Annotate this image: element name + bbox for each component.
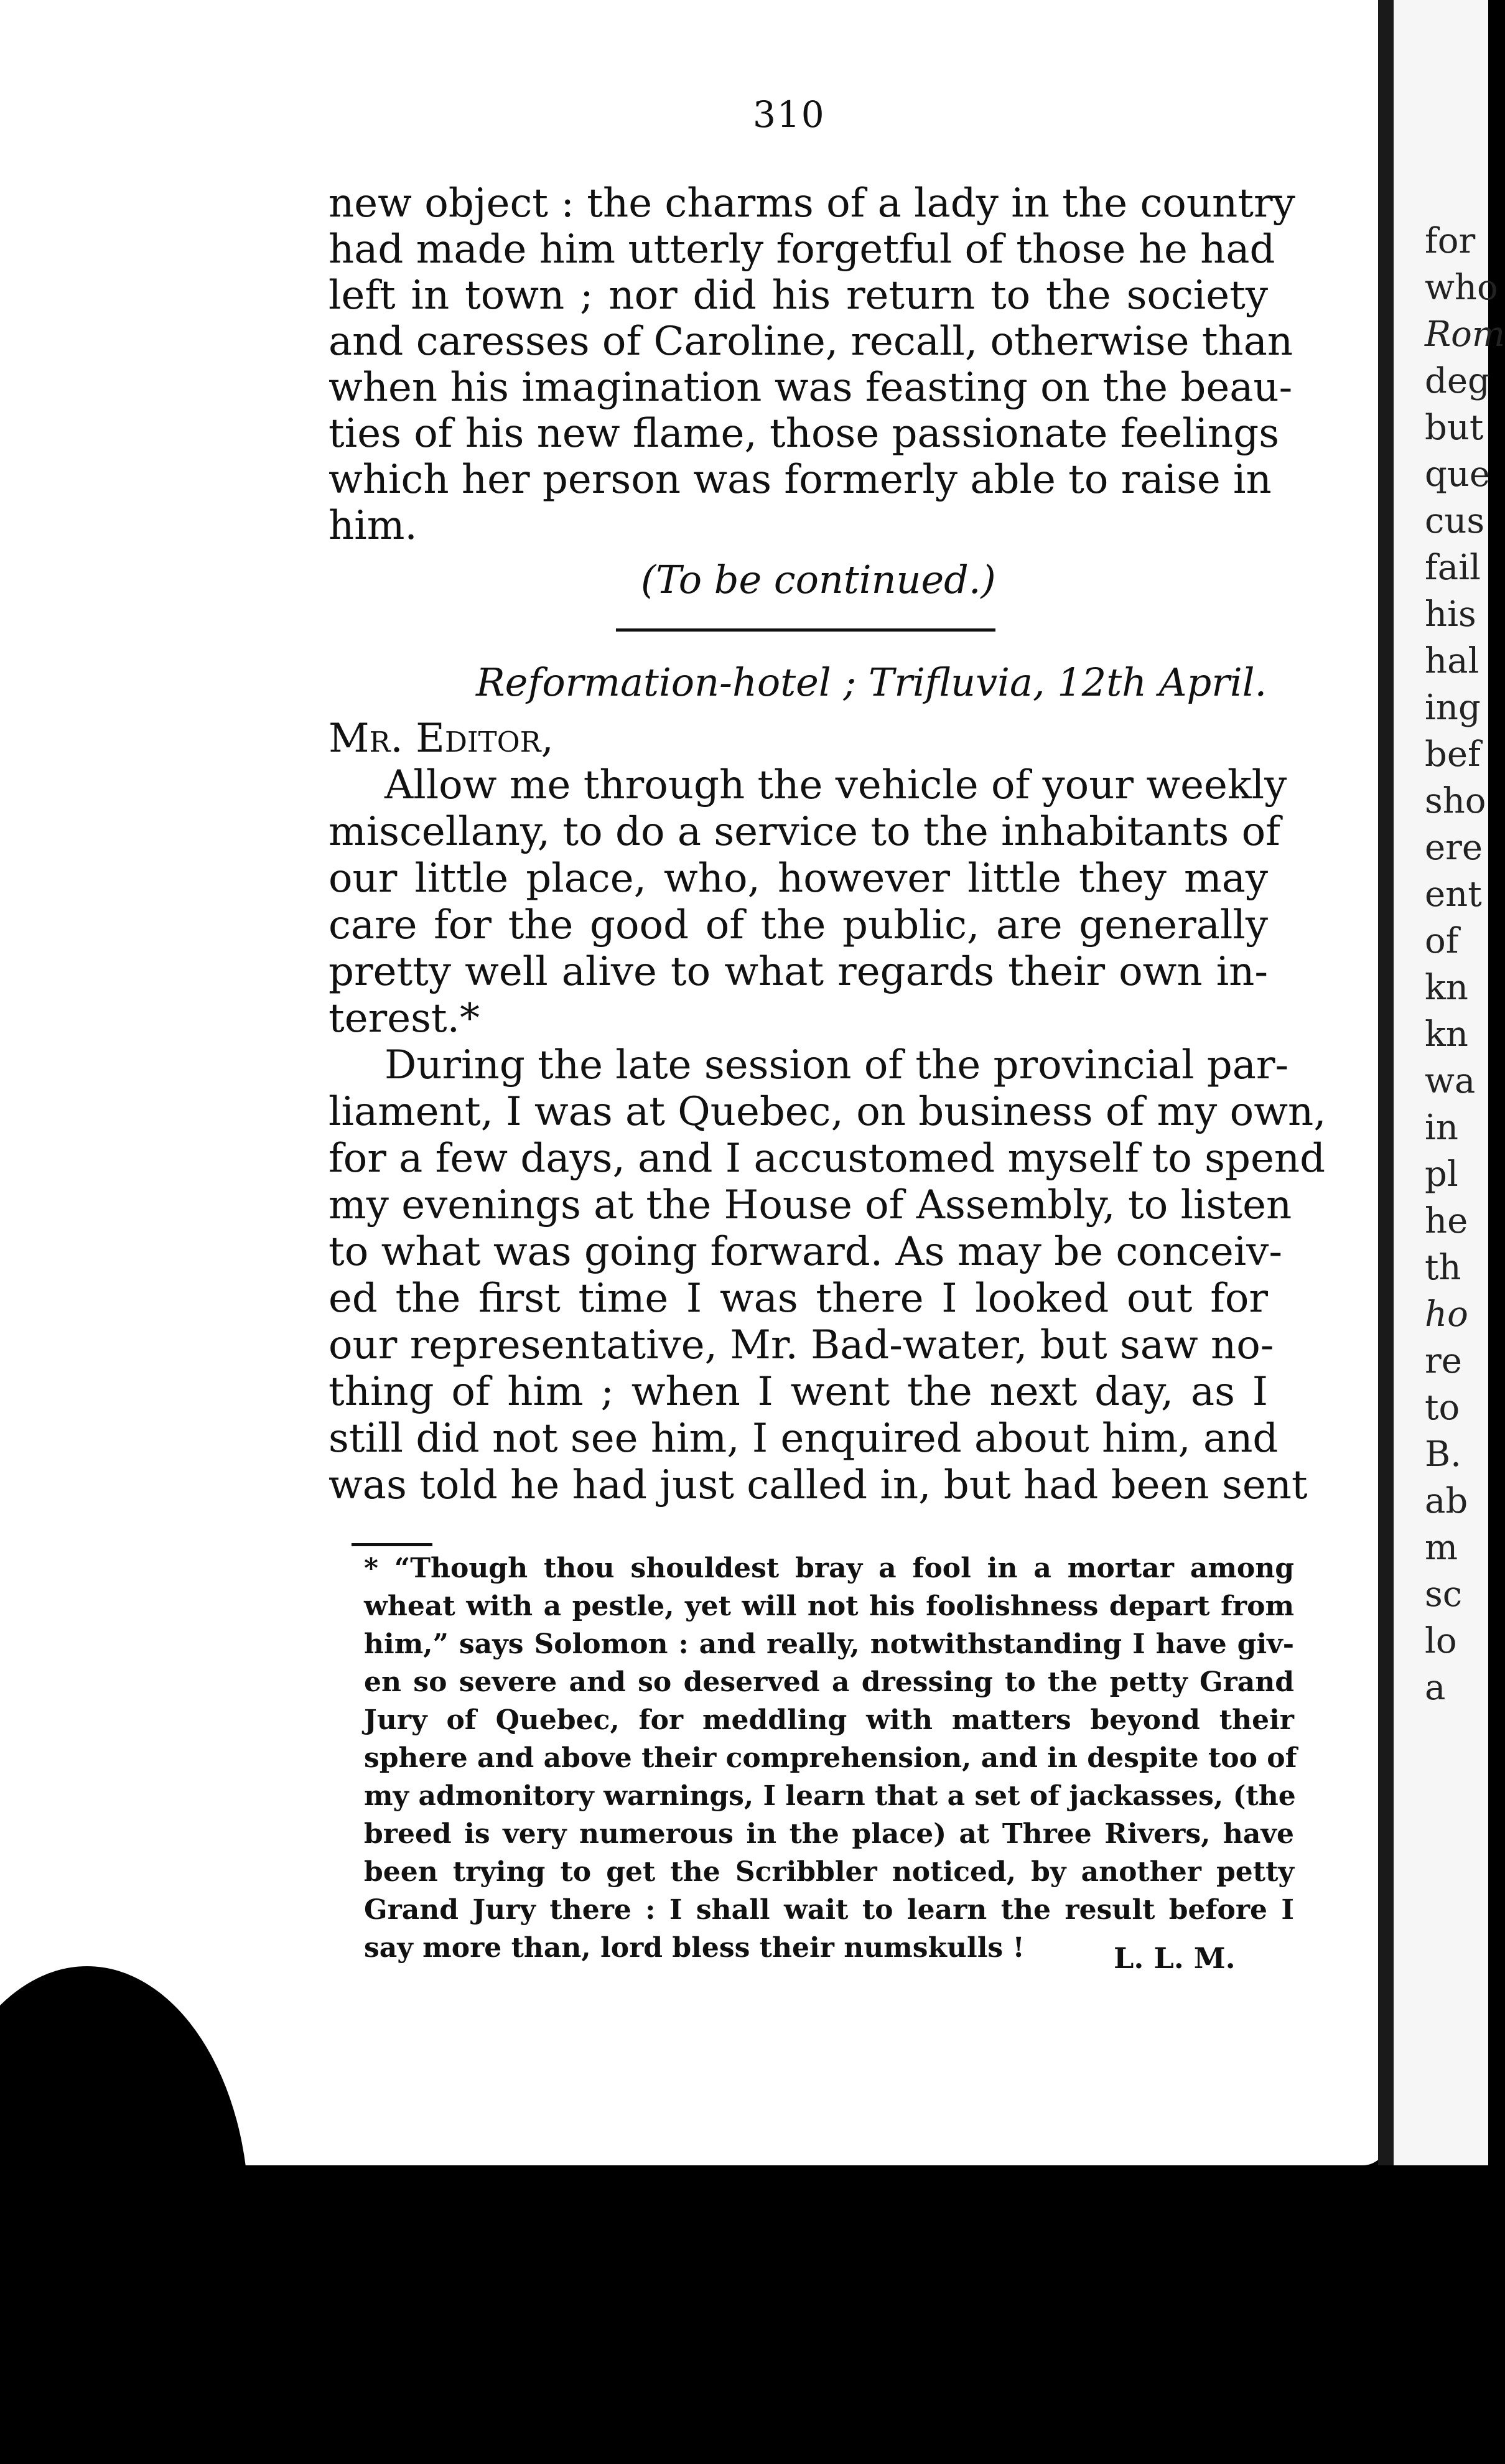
facing-fragment: ere	[1425, 828, 1483, 868]
footnote-line: been trying to get the Scribbler noticed, by another petty	[364, 1856, 1294, 1888]
facing-fragment: hal	[1425, 641, 1479, 681]
book-gutter	[1378, 0, 1394, 2178]
facing-fragment: cus	[1425, 501, 1485, 541]
facing-fragment: Rom	[1425, 314, 1505, 355]
text-line: and caresses of Caroline, recall, otherwise than	[328, 319, 1293, 365]
facing-fragment: m	[1425, 1528, 1458, 1568]
facing-fragment: for	[1425, 221, 1476, 261]
facing-fragment: of	[1425, 921, 1459, 961]
text-line: During the late session of the provincial par-	[384, 1042, 1289, 1088]
text-line: for a few days, and I accustomed myself to spend	[328, 1136, 1326, 1182]
facing-fragment: ab	[1425, 1481, 1468, 1521]
text-line: ties of his new flame, those passionate feelings	[328, 411, 1280, 457]
footnote-divider	[352, 1543, 432, 1546]
facing-fragment: ing	[1425, 688, 1481, 728]
text-line: had made him utterly forgetful of those he had	[328, 226, 1275, 273]
footnote-line: him,” says Solomon : and really, notwithstanding I have giv-	[364, 1628, 1294, 1660]
facing-fragment: in	[1425, 1108, 1458, 1148]
facing-fragment: his	[1425, 594, 1476, 635]
facing-fragment: sc	[1425, 1574, 1463, 1615]
text-line: thing of him ; when I went the next day, as I	[328, 1369, 1268, 1415]
to-be-continued: (To be continued.)	[641, 557, 996, 602]
text-line: when his imagination was feasting on the beau-	[328, 365, 1293, 411]
facing-fragment: B.	[1425, 1434, 1461, 1475]
footnote-line: Jury of Quebec, for meddling with matters beyond their	[364, 1704, 1294, 1736]
facing-fragment: sho	[1425, 781, 1486, 821]
text-line: him.	[328, 503, 417, 549]
facing-fragment: deg	[1425, 361, 1490, 401]
facing-fragment: to	[1425, 1388, 1460, 1428]
footnote-line: breed is very numerous in the place) at Three Rivers, have	[364, 1818, 1294, 1850]
text-line: terest.*	[328, 996, 480, 1042]
page-number: 310	[753, 93, 826, 136]
footnote-line: sphere and above their comprehension, and in despite too of	[364, 1742, 1297, 1774]
facing-fragment: lo	[1425, 1621, 1457, 1661]
text-line: was told he had just called in, but had been sent	[328, 1462, 1308, 1508]
facing-fragment: bef	[1425, 734, 1481, 775]
facing-fragment: kn	[1425, 968, 1468, 1008]
footnote-line: wheat with a pestle, yet will not his foolishness depart from	[364, 1590, 1294, 1622]
text-line: which her person was formerly able to raise in	[328, 457, 1272, 503]
footnote-line: Grand Jury there : I shall wait to learn the result before I	[364, 1894, 1294, 1926]
text-line: left in town ; nor did his return to the society	[328, 273, 1268, 319]
footnote-line: * “Though thou shouldest bray a fool in a mortar among	[364, 1552, 1294, 1584]
footnote-line: say more than, lord bless their numskulls !	[364, 1932, 1025, 1964]
facing-fragment: re	[1425, 1341, 1462, 1381]
footnote-signature: L. L. M.	[1114, 1941, 1236, 1975]
facing-fragment: wa	[1425, 1061, 1476, 1101]
footnote-line: en so severe and so deserved a dressing to the petty Grand	[364, 1666, 1294, 1698]
facing-fragment: but	[1425, 408, 1484, 448]
facing-fragment: he	[1425, 1201, 1468, 1241]
text-line: miscellany, to do a service to the inhabitants of	[328, 809, 1280, 855]
letter-dateline: Reformation-hotel ; Trifluvia, 12th April.	[476, 660, 1267, 705]
facing-fragment: fail	[1425, 548, 1481, 588]
facing-fragment: pl	[1425, 1154, 1458, 1195]
text-line: pretty well alive to what regards their own in-	[328, 949, 1268, 995]
facing-fragment: kn	[1425, 1014, 1468, 1055]
letter-salutation: Mr. Editor,	[328, 716, 554, 762]
facing-fragment: who	[1425, 268, 1498, 308]
text-line: new object : the charms of a lady in the country	[328, 180, 1295, 226]
facing-fragment: th	[1425, 1248, 1461, 1288]
facing-fragment: ho	[1425, 1294, 1468, 1335]
text-line: still did not see him, I enquired about him, and	[328, 1416, 1279, 1462]
facing-fragment: ent	[1425, 874, 1482, 915]
footnote-line: my admonitory warnings, I learn that a set of jackasses, (the	[364, 1780, 1296, 1812]
text-line: ed the first time I was there I looked out for	[328, 1276, 1268, 1322]
facing-fragment: que	[1425, 454, 1491, 495]
section-divider	[616, 628, 995, 632]
text-line: my evenings at the House of Assembly, to listen	[328, 1182, 1292, 1228]
text-line: our representative, Mr. Bad-water, but saw no-	[328, 1322, 1274, 1368]
facing-fragment: a	[1425, 1668, 1446, 1708]
text-line: care for the good of the public, are generally	[328, 902, 1268, 948]
text-line: Allow me through the vehicle of your weekly	[384, 762, 1287, 808]
text-line: our little place, who, however little they may	[328, 856, 1268, 902]
text-line: to what was going forward. As may be conceiv-	[328, 1229, 1282, 1275]
text-line: liament, I was at Quebec, on business of my own,	[328, 1089, 1326, 1135]
